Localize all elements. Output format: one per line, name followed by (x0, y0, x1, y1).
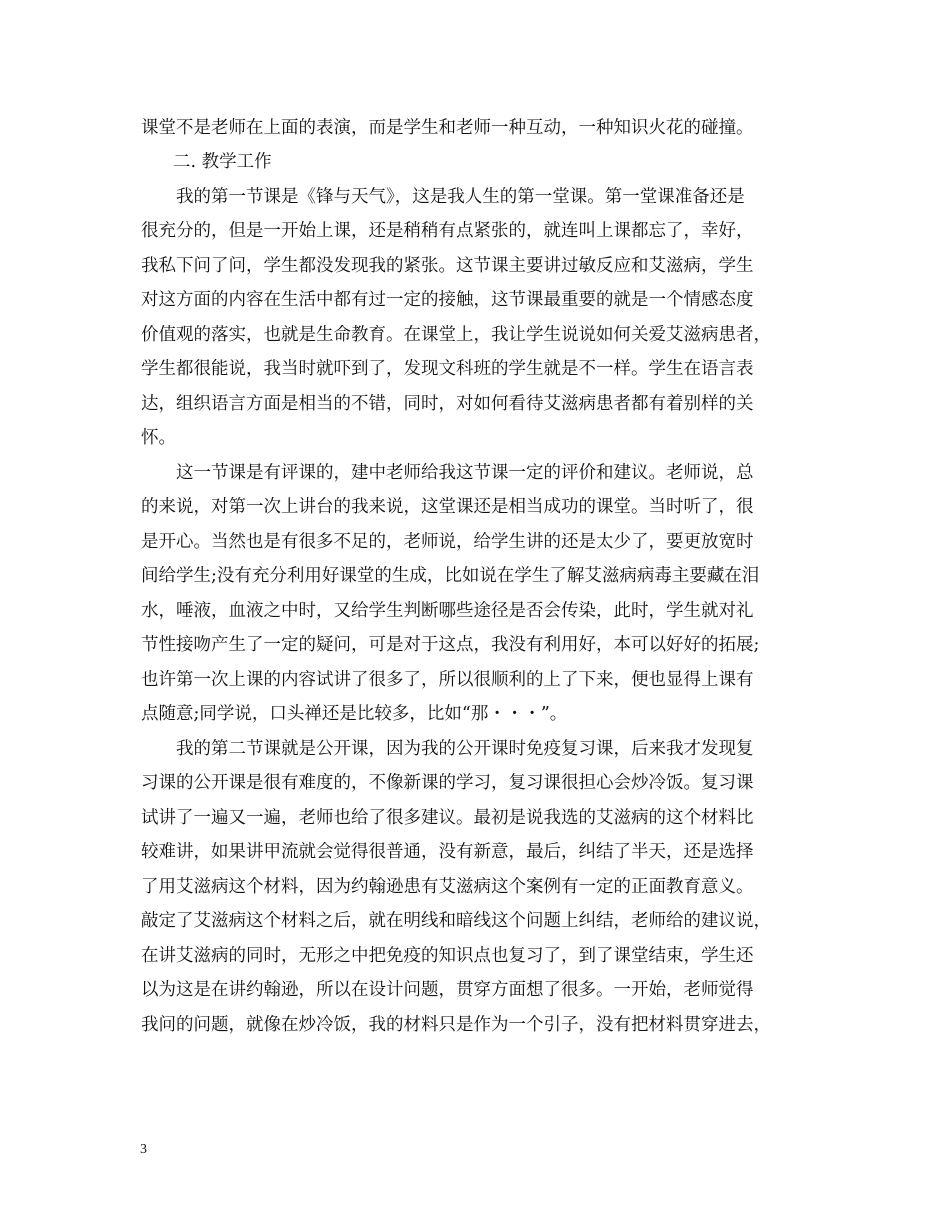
text-line: 这一节课是有评课的，建中老师给我这节课一定的评价和建议。老师说，总 (176, 463, 754, 483)
text-line: 对这方面的内容在生活中都有过一定的接触，这节课最重要的就是一个情感态度 (141, 290, 754, 310)
section-heading: 二. 教学工作 (173, 152, 272, 172)
text-line: 节性接吻产生了一定的疑问，可是对于这点，我没有利用好，本可以好好的拓展; (141, 635, 760, 655)
text-line: 在讲艾滋病的同时，无形之中把免疫的知识点也复习了，到了课堂结束，学生还 (141, 946, 754, 966)
text-line: 以为这是在讲约翰逊，所以在设计问题，贯穿方面想了很多。一开始，老师觉得 (141, 980, 754, 1000)
text-line: 敲定了艾滋病这个材料之后，就在明线和暗线这个问题上纠结，老师给的建议说， (141, 911, 771, 931)
text-line: 我问的问题，就像在炒冷饭，我的材料只是作为一个引子，没有把材料贯穿进去， (141, 1015, 771, 1035)
text-line: 价值观的落实，也就是生命教育。在课堂上，我让学生说说如何关爱艾滋病患者， (141, 325, 771, 345)
text-line: 达，组织语言方面是相当的不错，同时，对如何看待艾滋病患者都有着别样的关 (141, 394, 754, 414)
text-line: 习课的公开课是很有难度的，不像新课的学习，复习课很担心会炒冷饭。复习课 (141, 773, 754, 793)
page-number: 3 (140, 1142, 147, 1157)
text-line: 我私下问了问，学生都没发现我的紧张。这节课主要讲过敏反应和艾滋病，学生 (141, 256, 754, 276)
text-line: 水，唾液，血液之中时，又给学生判断哪些途径是否会传染，此时，学生就对礼 (141, 601, 754, 621)
text-line: 怀。 (141, 428, 176, 448)
text-line: 课堂不是老师在上面的表演，而是学生和老师一种互动，一种知识火花的碰撞。 (141, 118, 754, 138)
text-line: 点随意;同学说，口头禅还是比较多，比如“那・・・”。 (141, 704, 568, 724)
text-line: 我的第一节课是《锋与天气》，这是我人生的第一堂课。第一堂课准备还是 (176, 187, 745, 207)
text-line: 学生都很能说，我当时就吓到了，发现文科班的学生就是不一样。学生在语言表 (141, 359, 754, 379)
text-line: 是开心。当然也是有很多不足的，老师说，给学生讲的还是太少了，要更放宽时 (141, 532, 754, 552)
text-line: 很充分的，但是一开始上课，还是稍稍有点紧张的，就连叫上课都忘了，幸好， (141, 221, 754, 241)
text-line: 的来说，对第一次上讲台的我来说，这堂课还是相当成功的课堂。当时听了，很 (141, 497, 754, 517)
text-line: 较难讲，如果讲甲流就会觉得很普通，没有新意，最后，纠结了半天，还是选择 (141, 842, 754, 862)
text-line: 我的第二节课就是公开课，因为我的公开课时免疫复习课，后来我才发现复 (176, 739, 754, 759)
text-line: 了用艾滋病这个材料，因为约翰逊患有艾滋病这个案例有一定的正面教育意义。 (141, 877, 754, 897)
text-line: 也许第一次上课的内容试讲了很多了，所以很顺利的上了下来，便也显得上课有 (141, 670, 754, 690)
text-line: 间给学生;没有充分利用好课堂的生成，比如说在学生了解艾滋病病毒主要藏在泪 (141, 566, 760, 586)
text-line: 试讲了一遍又一遍，老师也给了很多建议。最初是说我选的艾滋病的这个材料比 (141, 808, 754, 828)
